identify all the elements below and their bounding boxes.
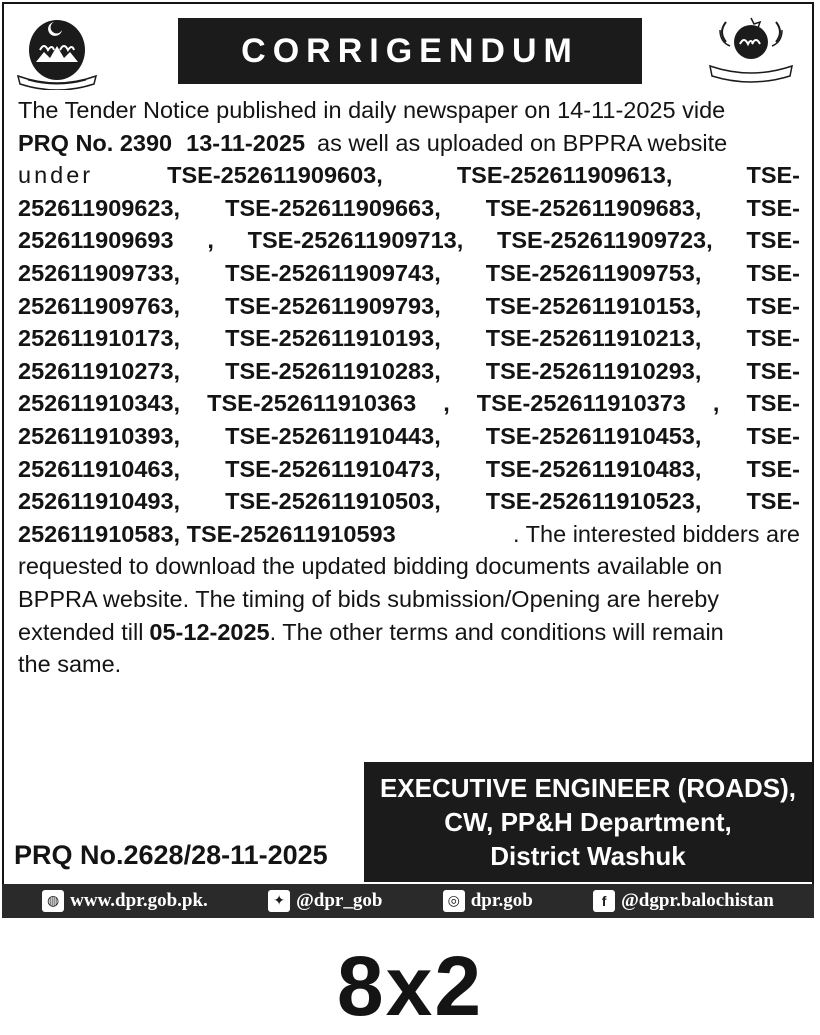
tender-id: TSE- [746, 292, 800, 319]
body-line: the same. [18, 651, 122, 678]
tender-id: TSE-252611909713, [247, 227, 464, 254]
tender-id: TSE-252611909793, [225, 292, 441, 319]
body-line [18, 192, 800, 225]
tender-id: TSE-252611910453, [485, 422, 702, 449]
body-line [18, 322, 800, 355]
globe-icon: ◍ [42, 890, 64, 912]
tender-id: TSE-252611909743, [225, 259, 441, 286]
body-line [18, 257, 800, 290]
tender-id: TSE- [746, 422, 800, 449]
tender-id: TSE- [746, 162, 800, 189]
tender-id: TSE- [746, 488, 800, 515]
body-line: extended till 05-12-2025 . The other terms and conditions will remain [18, 616, 800, 649]
prq-reference: PRQ No. 2390 [18, 129, 173, 156]
footer-twitter[interactable]: ✦ @dpr_gob [268, 890, 382, 912]
tender-id: TSE-252611910293, [485, 357, 702, 384]
notice-body [18, 94, 800, 681]
tender-id: TSE-252611909683, [485, 194, 702, 221]
page-title: CORRIGENDUM [241, 31, 579, 70]
body-line [18, 290, 800, 323]
body-line: PRQ No. 2390 13-11-2025 as well as uploaded on BPPRA website [18, 127, 800, 160]
tender-id: 252611909623, [18, 194, 181, 221]
extended-date: 05-12-2025 [149, 618, 270, 645]
tender-id: 252611910493, [18, 488, 181, 515]
tender-id: TSE-252611910523, [485, 488, 702, 515]
tender-id: TSE-252611910443, [225, 422, 441, 449]
facebook-icon: f [593, 890, 615, 912]
corrigendum-title-box [178, 18, 642, 84]
ad-size-label: 8x2 [336, 939, 484, 1033]
tender-id: TSE-252611910213, [485, 325, 702, 352]
instagram-icon: ◎ [443, 890, 465, 912]
footer-facebook[interactable]: f @dgpr.balochistan [593, 890, 774, 912]
tender-id: 252611910273, [18, 357, 181, 384]
prq-date: 13-11-2025 [186, 129, 306, 156]
tender-id: 252611909693 [18, 227, 174, 254]
footer-instagram[interactable]: ◎ dpr.gob [443, 890, 533, 912]
body-line: 252611910343, TSE-252611910363 , TSE-252611910373 , TSE- [18, 387, 800, 420]
tender-id: TSE- [746, 390, 800, 417]
body-line [18, 420, 800, 453]
body-line [18, 485, 800, 518]
tender-id: TSE-252611909613, [456, 162, 673, 189]
body-line: requested to download the updated bidding documents available on [18, 553, 723, 580]
tender-id: 252611910393, [18, 422, 181, 449]
tender-id: TSE- [746, 227, 800, 254]
tender-id: TSE- [746, 455, 800, 482]
body-line [18, 453, 800, 486]
tender-id: TSE-252611910373 [476, 390, 686, 417]
tender-id: TSE-252611909603, [167, 162, 383, 189]
tender-id: TSE-252611910193, [225, 325, 441, 352]
signature-title: EXECUTIVE ENGINEER (ROADS), [379, 773, 797, 803]
footer-bar [2, 884, 814, 918]
twitter-icon: ✦ [268, 890, 290, 912]
tender-id: 252611910343, [18, 390, 181, 417]
tender-id: TSE-252611910483, [485, 455, 702, 482]
body-line: 252611910583, TSE-252611910593 . The interested bidders are [18, 518, 800, 551]
signature-box [364, 762, 812, 882]
tender-id: TSE-252611910473, [225, 455, 441, 482]
body-line [18, 355, 800, 388]
tender-id: 252611910583, TSE-252611910593 [18, 520, 396, 547]
body-line: The Tender Notice published in daily newspaper on 14-11-2025 vide [18, 97, 726, 123]
tender-id: TSE-252611909753, [485, 259, 702, 286]
tender-id: TSE-252611910503, [225, 488, 441, 515]
tender-id: TSE-252611910363 [207, 390, 417, 417]
body-line: under TSE-252611909603, TSE-252611909613, TSE- [18, 159, 800, 192]
signature-department: CW, PP&H Department, [444, 807, 732, 837]
tender-id: TSE- [746, 325, 800, 352]
tender-id: 252611910173, [18, 325, 181, 352]
tender-id: TSE-252611909723, [497, 227, 713, 254]
tender-id: TSE-252611910153, [485, 292, 702, 319]
body-line: BPPRA website. The timing of bids submission/Opening are hereby [18, 585, 720, 612]
tender-id: TSE- [746, 357, 800, 384]
tender-id: TSE-252611910283, [225, 357, 441, 384]
tender-id: TSE-252611909663, [225, 194, 441, 221]
department-emblem-logo [704, 12, 798, 88]
prq-number-bottom: PRQ No.2628/28-11-2025 [14, 840, 328, 870]
tender-id: TSE- [746, 259, 800, 286]
body-line: 252611909693 , TSE-252611909713, TSE-252611909723, TSE- [18, 224, 800, 257]
footer-website[interactable]: ◍ www.dpr.gob.pk. [42, 890, 208, 912]
tender-id: 252611909733, [18, 259, 181, 286]
government-emblem-logo [14, 10, 100, 90]
tender-id: TSE- [746, 194, 800, 221]
tender-id: 252611909763, [18, 292, 181, 319]
signature-district: District Washuk [490, 841, 686, 871]
tender-id: 252611910463, [18, 455, 181, 482]
